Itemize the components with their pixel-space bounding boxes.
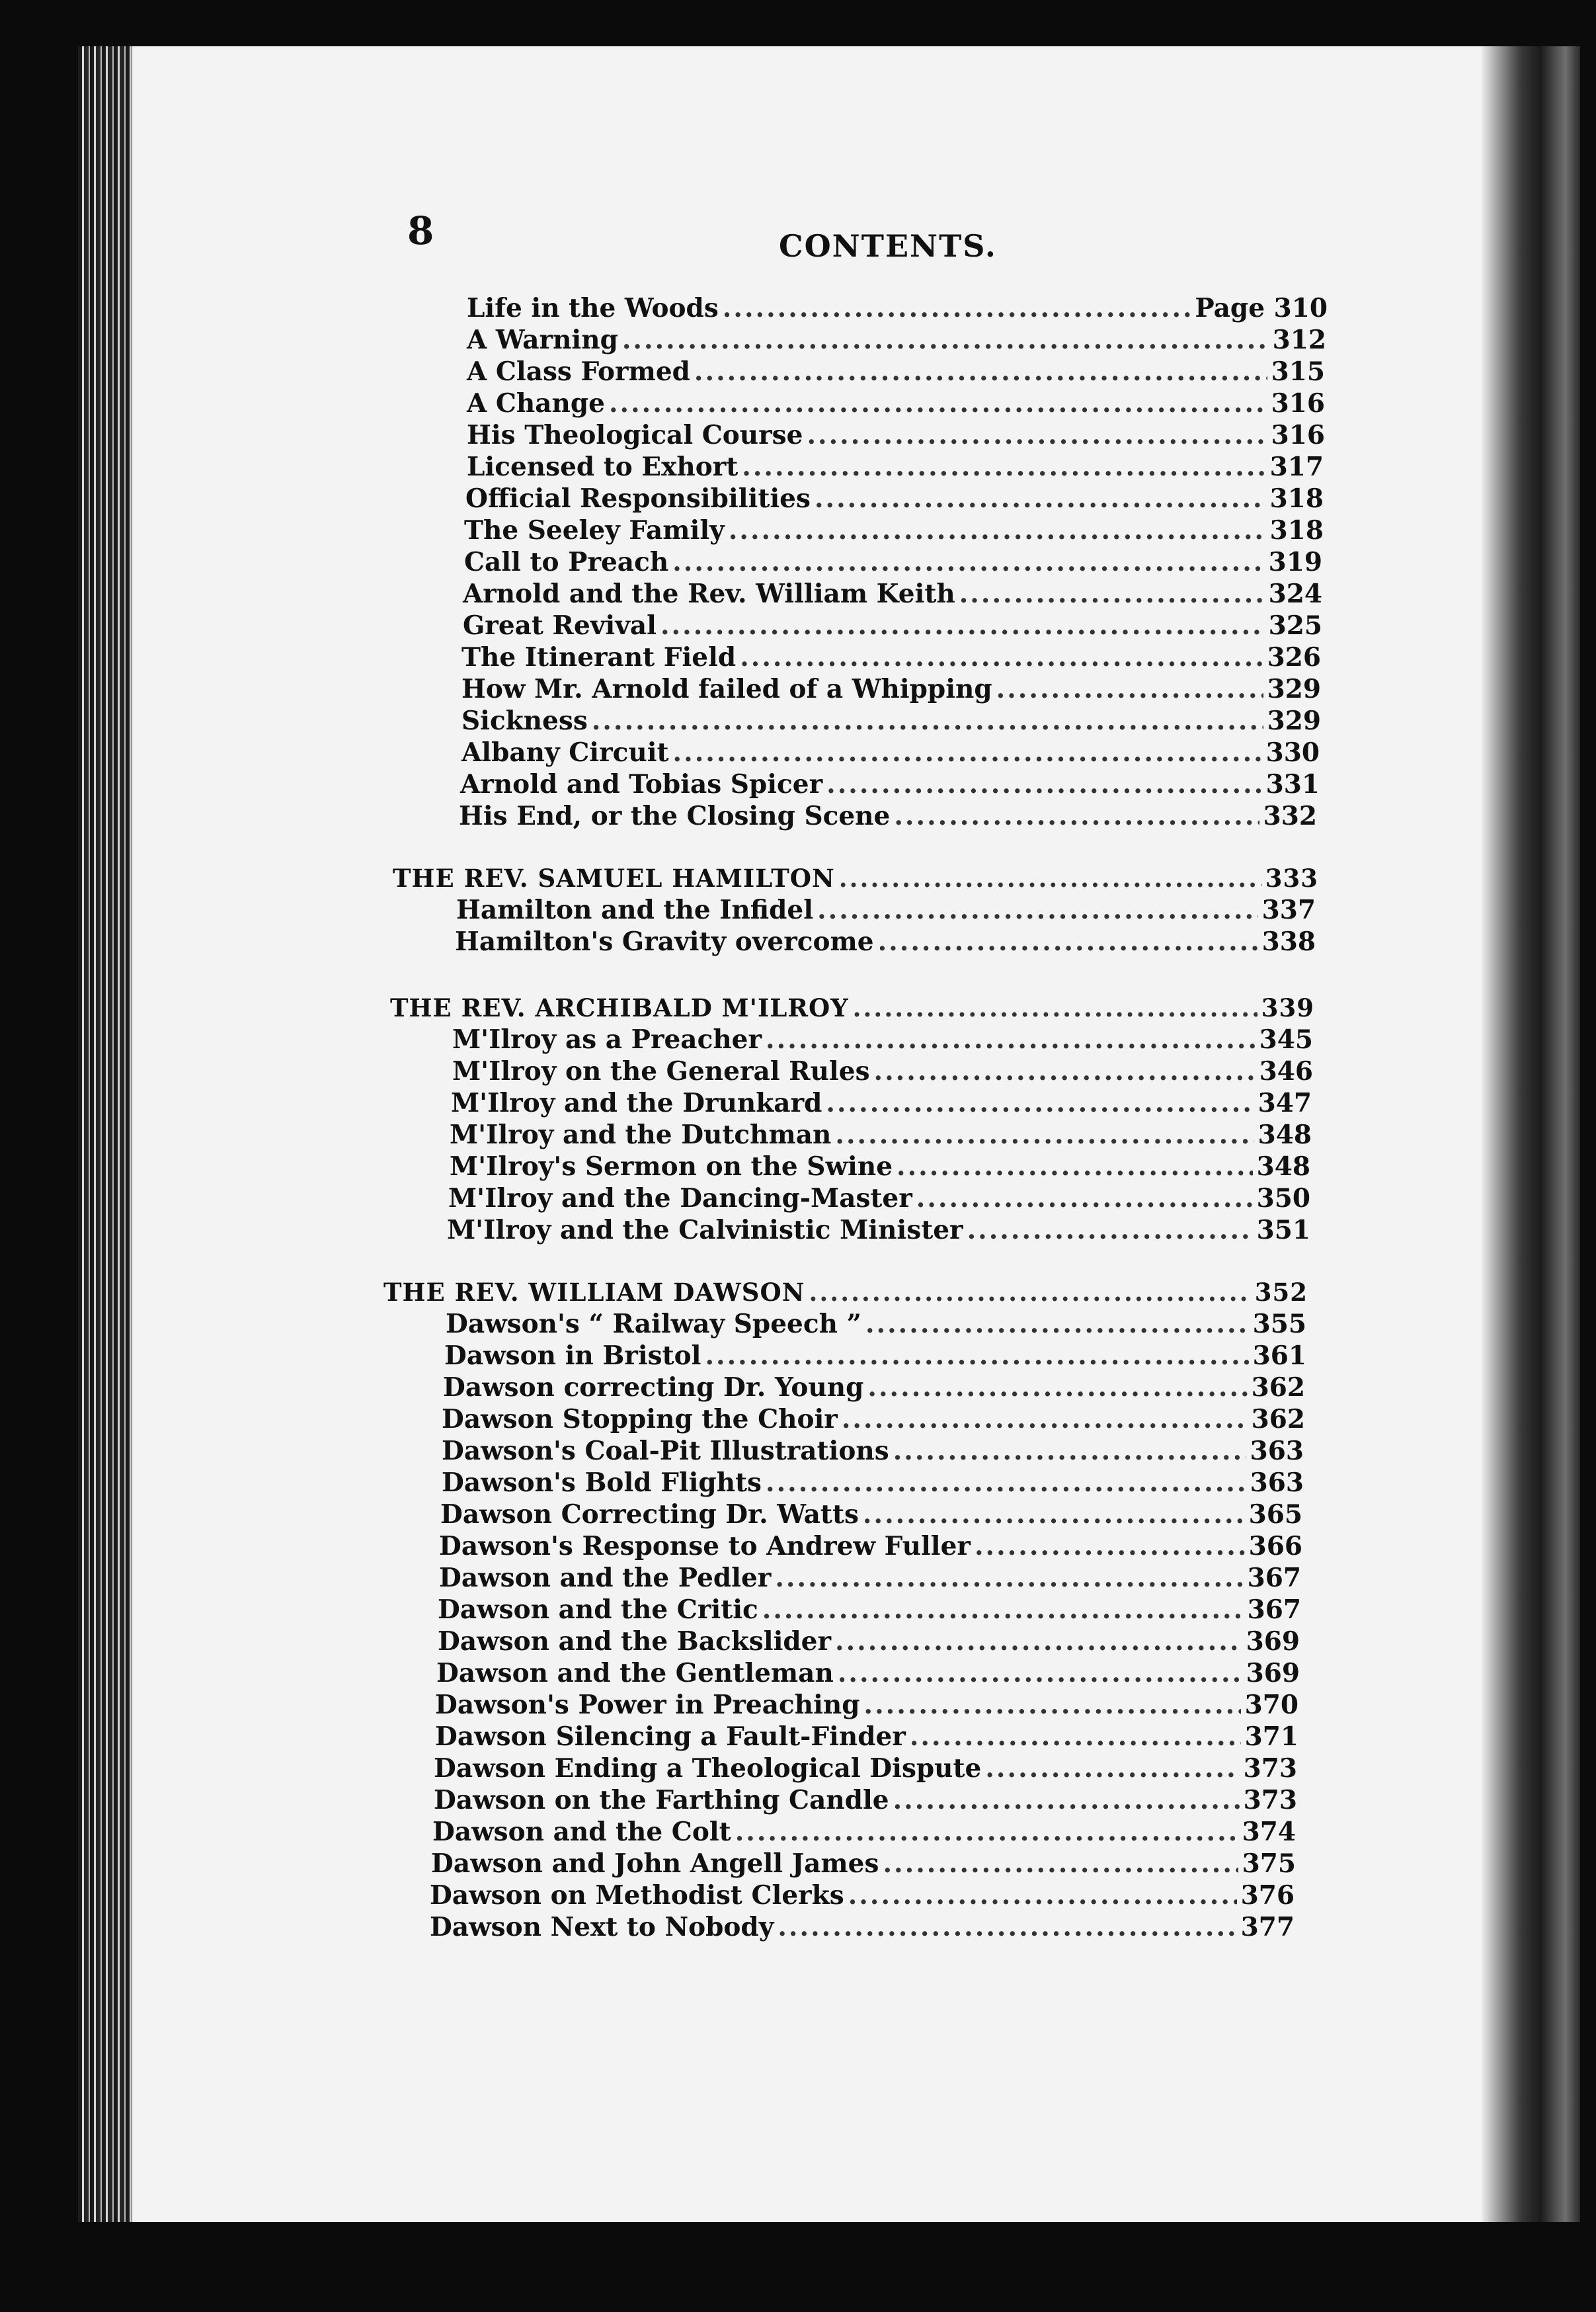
entry-page-number: 348: [1257, 1120, 1312, 1150]
entry-page-number: 316: [1271, 420, 1325, 450]
dot-leader: [883, 1848, 1238, 1879]
dot-leader: [622, 324, 1269, 356]
dot-leader: [874, 1055, 1256, 1087]
dot-leader: [853, 992, 1257, 1024]
toc-entry: [435, 1689, 1298, 1721]
entry-title: M'Ilroy on the General Rules: [452, 1056, 870, 1087]
dot-leader: [835, 1119, 1254, 1151]
entry-title: Dawson and the Gentleman: [436, 1658, 834, 1688]
entry-title: Dawson in Bristol: [444, 1341, 701, 1371]
dot-leader: [910, 1721, 1241, 1753]
entry-page-number: 339: [1261, 993, 1314, 1022]
dot-leader: [609, 388, 1267, 419]
toc-entry: [450, 1119, 1312, 1151]
toc-entry: [455, 926, 1316, 958]
dot-leader: [775, 1562, 1243, 1594]
entry-title: THE REV. WILLIAM DAWSON: [383, 1278, 805, 1307]
entry-title: Dawson Ending a Theological Dispute: [434, 1753, 982, 1784]
entry-title: How Mr. Arnold failed of a Whipping: [461, 674, 992, 704]
entry-page-number: 331: [1265, 769, 1320, 800]
entry-title: Dawson Stopping the Choir: [442, 1404, 838, 1434]
dot-leader: [863, 1499, 1245, 1530]
dot-leader: [742, 451, 1265, 483]
dot-leader: [826, 1087, 1254, 1119]
entry-title: Sickness: [461, 706, 588, 736]
page-header-title: CONTENTS.: [779, 228, 997, 264]
dot-leader: [893, 1435, 1246, 1467]
entry-title: Licensed to Exhort: [467, 452, 738, 482]
entry-title: Albany Circuit: [461, 737, 669, 768]
dot-leader: [878, 926, 1258, 958]
toc-entry: [434, 1784, 1297, 1816]
dot-leader: [723, 292, 1191, 324]
toc-entry: [436, 1657, 1300, 1689]
entry-title: Dawson and John Angell James: [431, 1848, 879, 1879]
toc-entry: [434, 1753, 1297, 1784]
entry-page-number: 369: [1246, 1626, 1300, 1657]
entry-title: Dawson Next to Nobody: [430, 1912, 774, 1942]
entry-page-number: 365: [1248, 1499, 1302, 1530]
entry-title: Dawson on the Farthing Candle: [434, 1785, 889, 1815]
entry-title: Great Revival: [463, 610, 657, 641]
toc-entry: [467, 388, 1325, 419]
toc-entry: [447, 1214, 1310, 1246]
entry-title: Dawson's “ Railway Speech ”: [446, 1309, 861, 1339]
entry-page-number: 317: [1269, 452, 1324, 482]
toc-entry: [461, 673, 1321, 705]
toc-entry: [442, 1403, 1305, 1435]
entry-page-number: 362: [1251, 1372, 1305, 1403]
entry-title: Dawson and the Colt: [432, 1817, 731, 1847]
entry-title: His Theological Course: [467, 420, 803, 450]
entry-page-number: Page 310: [1195, 293, 1328, 323]
entry-title: Arnold and Tobias Spicer: [460, 769, 823, 800]
dot-leader: [865, 1308, 1249, 1340]
toc-entry: [432, 1816, 1296, 1848]
toc-entry: [467, 451, 1324, 483]
entry-title: Dawson on Methodist Clerks: [430, 1880, 844, 1911]
entry-page-number: 373: [1243, 1753, 1297, 1784]
toc-entry: [443, 1372, 1305, 1403]
entry-page-number: 315: [1271, 356, 1325, 387]
toc-entry: [467, 356, 1325, 388]
entry-page-number: 316: [1271, 388, 1325, 419]
dot-leader: [967, 1214, 1253, 1246]
entry-page-number: 374: [1242, 1817, 1296, 1847]
dot-leader: [762, 1594, 1244, 1626]
entry-title: Call to Preach: [464, 547, 669, 577]
dot-leader: [660, 610, 1265, 641]
toc-entry: [464, 515, 1324, 546]
toc-entry: [461, 737, 1320, 768]
entry-page-number: 326: [1267, 642, 1321, 673]
entry-page-number: 363: [1250, 1467, 1304, 1498]
entry-title: M'Ilroy and the Drunkard: [451, 1088, 822, 1118]
dot-leader: [897, 1151, 1253, 1182]
toc-entry: [442, 1467, 1304, 1499]
toc-entry: [438, 1626, 1300, 1657]
dot-leader: [817, 894, 1258, 926]
toc-entry: [440, 1499, 1302, 1530]
entry-page-number: 352: [1254, 1278, 1308, 1307]
entry-page-number: 350: [1256, 1183, 1310, 1214]
entry-title: Hamilton's Gravity overcome: [455, 927, 874, 957]
dot-leader: [893, 1784, 1240, 1816]
dot-leader: [778, 1911, 1236, 1943]
toc-entry: [465, 483, 1324, 515]
toc-entry: [450, 1151, 1310, 1182]
entry-page-number: 318: [1269, 483, 1324, 514]
entry-title: A Warning: [467, 325, 618, 355]
entry-page-number: 376: [1240, 1880, 1295, 1911]
toc-entry: [464, 546, 1322, 578]
dot-leader: [809, 1276, 1251, 1308]
dot-leader: [740, 641, 1263, 673]
entry-page-number: 346: [1259, 1056, 1313, 1087]
book-spine-shadow: [1481, 46, 1580, 2222]
entry-title: Life in the Woods: [467, 293, 719, 323]
entry-page-number: 370: [1244, 1690, 1298, 1720]
dot-leader: [592, 705, 1263, 737]
entry-page-number: 377: [1240, 1912, 1295, 1942]
dot-leader: [975, 1530, 1245, 1562]
entry-title: Dawson and the Pedler: [439, 1563, 772, 1593]
entry-page-number: 337: [1261, 895, 1316, 925]
entry-page-number: 355: [1252, 1309, 1306, 1339]
entry-page-number: 332: [1263, 801, 1317, 831]
toc-entry: [446, 1308, 1306, 1340]
entry-page-number: 371: [1244, 1721, 1298, 1752]
dot-leader: [729, 515, 1266, 546]
toc-entry: [430, 1879, 1295, 1911]
toc-entry: [460, 768, 1320, 800]
entry-title: Dawson Correcting Dr. Watts: [440, 1499, 859, 1530]
entry-page-number: 347: [1257, 1088, 1312, 1118]
entry-title: A Class Formed: [467, 356, 690, 387]
toc-section-heading: [390, 992, 1314, 1024]
toc-section-heading: [393, 862, 1318, 894]
entry-title: M'Ilroy and the Calvinistic Minister: [447, 1215, 963, 1245]
toc-entry: [467, 419, 1325, 451]
dot-leader: [766, 1024, 1256, 1055]
entry-title: A Change: [467, 388, 605, 419]
entry-title: THE REV. SAMUEL HAMILTON: [393, 864, 835, 893]
entry-title: Hamilton and the Infidel: [456, 895, 814, 925]
page-number: 8: [407, 208, 434, 253]
dot-leader: [867, 1372, 1247, 1403]
entry-page-number: 318: [1269, 515, 1324, 546]
entry-title: Dawson's Power in Preaching: [435, 1690, 860, 1720]
toc-entry: [459, 800, 1317, 832]
entry-page-number: 373: [1243, 1785, 1297, 1815]
entry-page-number: 333: [1265, 864, 1318, 893]
entry-page-number: 312: [1272, 325, 1326, 355]
dot-leader: [807, 419, 1267, 451]
dot-leader: [766, 1467, 1246, 1499]
dot-leader: [848, 1879, 1237, 1911]
entry-title: Dawson and the Critic: [438, 1594, 758, 1625]
entry-title: THE REV. ARCHIBALD M'ILROY: [390, 993, 849, 1022]
entry-page-number: 330: [1265, 737, 1320, 768]
dot-leader: [815, 483, 1266, 515]
entry-title: M'Ilroy as a Preacher: [452, 1024, 762, 1055]
toc-entry: [461, 705, 1321, 737]
dot-leader: [694, 356, 1267, 388]
entry-page-number: 325: [1268, 610, 1322, 641]
entry-page-number: 319: [1268, 547, 1322, 577]
dot-leader: [985, 1753, 1239, 1784]
toc-entry: [444, 1340, 1306, 1372]
toc-entry: [431, 1848, 1296, 1879]
toc-entry: [448, 1182, 1310, 1214]
entry-title: The Seeley Family: [464, 515, 725, 546]
entry-title: His End, or the Closing Scene: [459, 801, 891, 831]
entry-page-number: 348: [1256, 1151, 1310, 1182]
dot-leader: [839, 862, 1261, 894]
entry-title: Dawson's Coal-Pit Illustrations: [442, 1436, 889, 1466]
entry-title: M'Ilroy and the Dutchman: [450, 1120, 832, 1150]
entry-page-number: 324: [1268, 579, 1322, 609]
toc-entry: [461, 641, 1321, 673]
toc-entry: [430, 1911, 1295, 1943]
entry-title: Dawson and the Backslider: [438, 1626, 832, 1657]
entry-page-number: 369: [1246, 1658, 1300, 1688]
entry-page-number: 351: [1256, 1215, 1310, 1245]
entry-title: Dawson's Bold Flights: [442, 1467, 762, 1498]
entry-page-number: 345: [1259, 1024, 1313, 1055]
entry-title: The Itinerant Field: [461, 642, 737, 673]
dot-leader: [735, 1816, 1238, 1848]
entry-title: M'Ilroy and the Dancing-Master: [448, 1183, 912, 1214]
entry-page-number: 367: [1247, 1563, 1301, 1593]
toc-entry: [463, 610, 1322, 641]
toc-entry: [467, 292, 1328, 324]
toc-entry: [439, 1562, 1301, 1594]
dot-leader: [835, 1626, 1242, 1657]
toc-entry: [467, 324, 1326, 356]
entry-title: M'Ilroy's Sermon on the Swine: [450, 1151, 893, 1182]
dot-leader: [842, 1403, 1248, 1435]
entry-title: Arnold and the Rev. William Keith: [463, 579, 955, 609]
dot-leader: [996, 673, 1263, 705]
toc-entry: [452, 1055, 1313, 1087]
entry-title: Dawson correcting Dr. Young: [443, 1372, 864, 1403]
entry-title: Dawson's Response to Andrew Fuller: [439, 1531, 971, 1561]
toc-entry: [435, 1721, 1298, 1753]
entry-page-number: 367: [1247, 1594, 1301, 1625]
entry-page-number: 366: [1248, 1531, 1302, 1561]
toc-entry: [451, 1087, 1312, 1119]
entry-page-number: 329: [1267, 706, 1321, 736]
dot-leader: [672, 546, 1264, 578]
dot-leader: [894, 800, 1259, 832]
dot-leader: [838, 1657, 1242, 1689]
dot-leader: [916, 1182, 1253, 1214]
dot-leader: [705, 1340, 1248, 1372]
entry-page-number: 338: [1261, 927, 1316, 957]
toc-entry: [439, 1530, 1302, 1562]
toc-entry: [452, 1024, 1313, 1055]
toc-entry: [438, 1594, 1301, 1626]
entry-page-number: 329: [1267, 674, 1321, 704]
entry-page-number: 361: [1252, 1341, 1306, 1371]
dot-leader: [826, 768, 1261, 800]
entry-title: Official Responsibilities: [465, 483, 811, 514]
dot-leader: [864, 1689, 1241, 1721]
dot-leader: [959, 578, 1265, 610]
entry-page-number: 363: [1250, 1436, 1304, 1466]
toc-section-heading: [383, 1276, 1308, 1308]
dot-leader: [673, 737, 1262, 768]
toc-entry: [456, 894, 1316, 926]
entry-title: Dawson Silencing a Fault-Finder: [435, 1721, 906, 1752]
toc-entry: [442, 1435, 1304, 1467]
toc-entry: [463, 578, 1322, 610]
entry-page-number: 362: [1251, 1404, 1305, 1434]
entry-page-number: 375: [1242, 1848, 1296, 1879]
